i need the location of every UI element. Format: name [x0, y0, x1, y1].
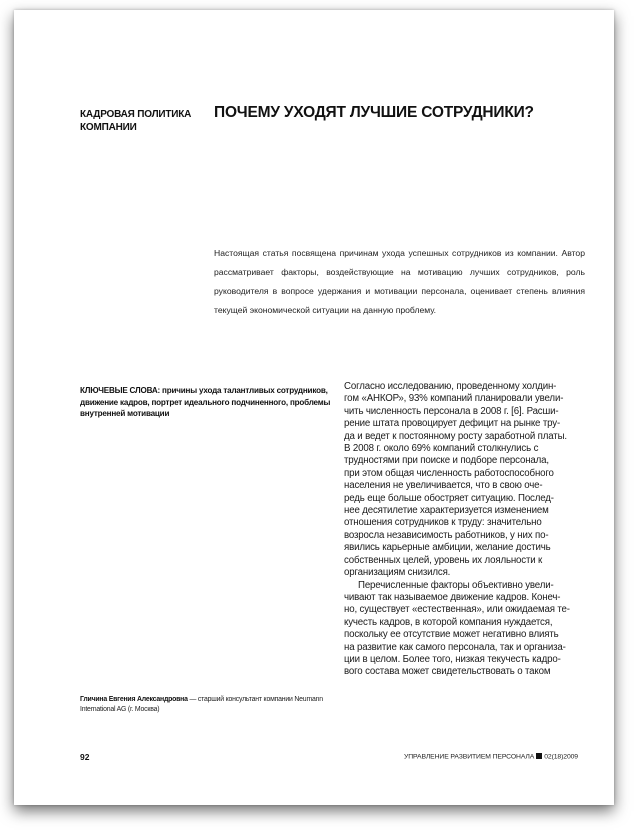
article-abstract: Настоящая статья посвящена причинам ухода успешных сотрудников из компании. Автор рассматривает факторы, воздействующие на мотивацию лучших сотрудников, роль руководителя в вопросе удержания и мотивации персонала, оценивает степень влияния текущей экономической ситуации на данную проблему. [214, 248, 585, 315]
body-line: Перечисленные факторы объективно увели- [358, 579, 554, 591]
journal-footer [404, 753, 578, 761]
keywords-label: КЛЮЧЕВЫЕ СЛОВА: [80, 386, 160, 395]
body-line: населения не увеличивается, что в свою оче- [344, 480, 543, 492]
section-label-line-2: КОМПАНИИ [80, 122, 137, 133]
body-line: кучесть кадров, в которой компания нуждается, [344, 616, 553, 628]
page-sheet [14, 10, 614, 805]
author-description: — старший консультант компании Neumann International AG (г. Москва) [80, 696, 323, 713]
body-line: но, существует «естественная», или ожидаемая те- [344, 604, 570, 616]
body-line: рение штата провоцирует дефицит на рынке тру- [344, 418, 561, 430]
author-note [80, 695, 335, 715]
section-label [80, 108, 210, 134]
article-title: ПОЧЕМУ УХОДЯТ ЛУЧШИЕ СОТРУДНИКИ? [214, 104, 534, 121]
body-line: трудностями при поиске и подборе персонала, [344, 455, 549, 467]
page-number: 92 [80, 752, 90, 762]
body-line: на развитие как самого персонала, так и организа- [344, 641, 566, 653]
body-line: чивают так называемое движение кадров. Конеч- [344, 591, 561, 603]
author-name: Гличина Евгения Александровна [80, 696, 188, 703]
body-line: ции в целом. Более того, низкая текучесть кадро- [344, 653, 561, 665]
body-line: при этом общая численность работоспособного [344, 467, 554, 479]
body-line: гом «АНКОР», 93% компаний планировали увели- [344, 393, 564, 405]
body-line: редь еще больше обостряет ситуацию. Послед- [344, 492, 554, 504]
keywords-block [80, 385, 335, 420]
body-line: собственных целей, уровень их лояльности к [344, 554, 543, 566]
body-line: нее десятилетие характеризуется изменением [344, 505, 549, 517]
journal-issue: 02(18)2009 [544, 753, 578, 761]
body-line: явились карьерные амбиции, желание достичь [344, 542, 551, 554]
keywords-text: причины ухода талантливых сотрудников, движение кадров, портрет идеального подчиненного, проблемы внутренней мотивации [80, 386, 331, 418]
section-label-line-1: КАДРОВАЯ ПОЛИТИКА [80, 109, 192, 120]
body-line: отношения сотрудников к труду: значительно [344, 517, 542, 529]
article-body [344, 381, 590, 679]
body-line: организациям снизился. [344, 567, 451, 579]
body-line: вого состава может свидетельствовать о таком [344, 666, 551, 678]
body-line: возросла независимость работников, у них по- [344, 529, 549, 541]
square-bullet-icon [536, 753, 542, 759]
journal-name: УПРАВЛЕНИЕ РАЗВИТИЕМ ПЕРСОНАЛА [404, 753, 535, 761]
body-line: да и ведет к постоянному росту заработной платы. [344, 430, 567, 442]
body-line: поскольку ее отсутствие может негативно влиять [344, 629, 559, 641]
body-line: В 2008 г. около 69% компаний столкнулись с [344, 443, 539, 455]
body-line: Согласно исследованию, проведенному холдин- [344, 381, 557, 392]
body-line: чить численность персонала в 2008 г. [6]. Расши- [344, 405, 559, 417]
